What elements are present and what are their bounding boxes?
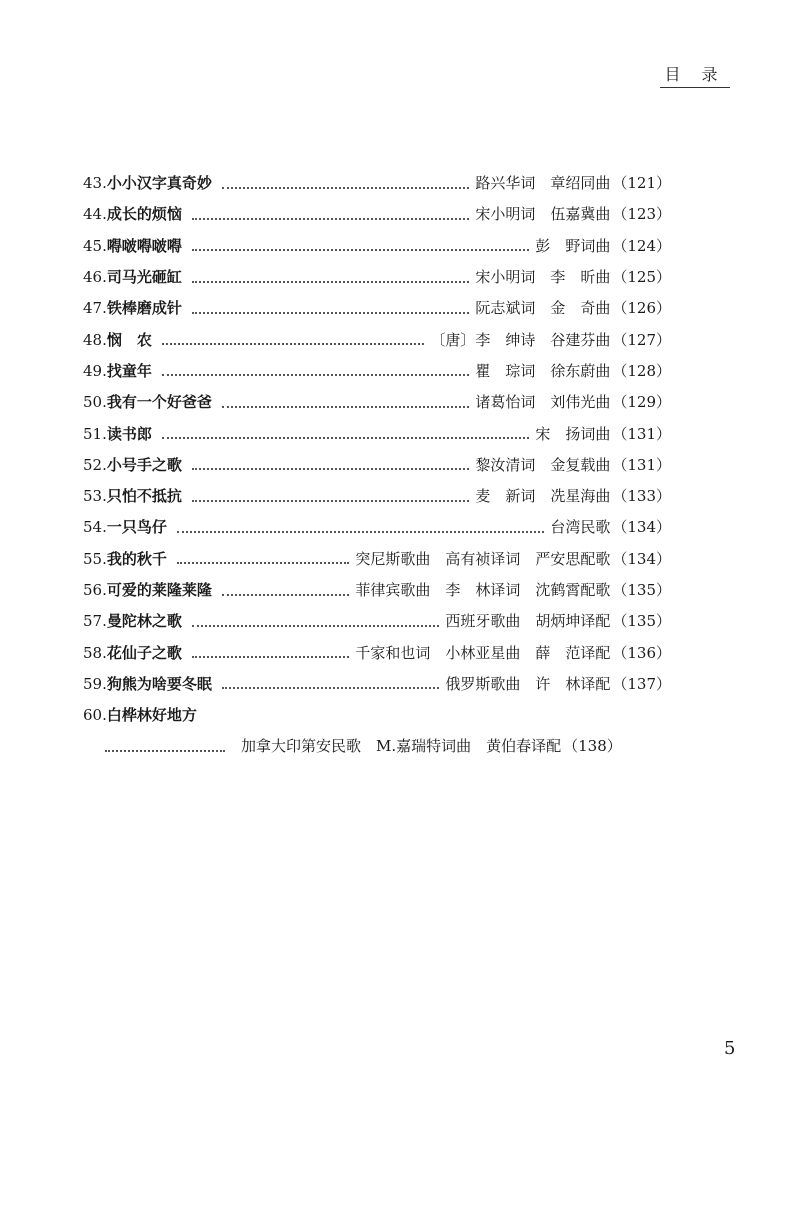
entry-number: 44. (83, 205, 107, 224)
entry-number: 49. (83, 361, 107, 380)
entry-credit: 俄罗斯歌曲 许 林译配 (445, 674, 611, 693)
entry-page: （134） (612, 518, 671, 537)
toc-entry[interactable] (83, 293, 671, 324)
entry-credit: 阮志斌词 金 奇曲 (475, 299, 611, 318)
entry-title: 司马光砸缸 (106, 268, 182, 287)
leader-dots (192, 216, 469, 220)
entry-page: （131） (612, 455, 671, 474)
toc-entry[interactable] (83, 669, 671, 700)
entry-page: （134） (612, 549, 671, 568)
toc-entry[interactable] (83, 231, 671, 262)
entry-title: 嘚啵嘚啵嘚 (106, 236, 182, 255)
entry-number: 47. (83, 299, 107, 318)
entry-page: （129） (612, 393, 671, 412)
entry-number: 53. (83, 487, 107, 506)
page-header: 目 录 (660, 62, 730, 88)
toc-entry[interactable] (83, 356, 671, 387)
entry-title: 狗熊为啥要冬眠 (106, 674, 212, 693)
entry-number: 55. (83, 549, 107, 568)
entry-page: （136） (612, 643, 671, 662)
toc-entry[interactable] (83, 700, 671, 731)
entry-credit: 路兴华词 章绍同曲 (475, 174, 611, 193)
leader-dots (222, 185, 469, 189)
leader-dots (105, 748, 225, 752)
entry-page: （125） (612, 268, 671, 287)
entry-title: 悯 农 (106, 330, 152, 349)
entry-number: 46. (83, 268, 107, 287)
entry-page: （138） (563, 737, 622, 756)
toc-entry[interactable] (83, 262, 671, 293)
leader-dots (162, 435, 529, 439)
entry-page: （128） (612, 361, 671, 380)
leader-dots (222, 592, 349, 596)
entry-number: 54. (83, 518, 107, 537)
entry-number: 43. (83, 174, 107, 193)
entry-credit: 加拿大印第安民歌 M.嘉瑞特词曲 黄伯春译配 (241, 737, 562, 756)
entry-title: 小小汉字真奇妙 (106, 174, 212, 193)
leader-dots (177, 529, 544, 533)
entry-number: 51. (83, 424, 107, 443)
leader-dots (192, 310, 469, 314)
entry-credit: 宋 扬词曲 (535, 424, 611, 443)
leader-dots (192, 466, 469, 470)
toc-entry[interactable] (83, 324, 671, 355)
toc-entry[interactable] (83, 512, 671, 543)
leader-dots (177, 560, 349, 564)
entry-page: （127） (612, 330, 671, 349)
entry-number: 48. (83, 330, 107, 349)
entry-title: 我有一个好爸爸 (106, 393, 212, 412)
entry-credit: 宋小明词 李 昕曲 (475, 268, 611, 287)
leader-dots (222, 404, 469, 408)
toc-entry-continuation[interactable] (83, 731, 671, 762)
entry-number: 56. (83, 581, 107, 599)
entry-page: （121） (612, 174, 671, 193)
entry-title: 花仙子之歌 (106, 643, 182, 662)
leader-dots (192, 654, 349, 658)
entry-credit: 突尼斯歌曲 高有祯译词 严安思配歌 (355, 549, 611, 568)
entry-title: 曼陀林之歌 (106, 612, 182, 631)
toc-entry[interactable] (83, 450, 671, 481)
entry-number: 45. (83, 236, 107, 255)
entry-credit: 麦 新词 冼星海曲 (475, 487, 611, 506)
entry-number: 57. (83, 612, 107, 631)
leader-dots (192, 279, 469, 283)
table-of-contents (83, 168, 671, 763)
entry-title: 只怕不抵抗 (106, 487, 182, 506)
entry-page: （137） (612, 674, 671, 693)
entry-credit: 台湾民歌 (550, 518, 611, 537)
entry-page: （131） (612, 424, 671, 443)
leader-dots (222, 685, 439, 689)
toc-entry[interactable] (83, 481, 671, 512)
entry-credit: 〔唐〕李 绅诗 谷建芬曲 (430, 330, 611, 349)
toc-entry[interactable] (83, 199, 671, 230)
entry-title: 铁棒磨成针 (106, 299, 182, 318)
entry-credit: 诸葛怡词 刘伟光曲 (475, 393, 611, 412)
entry-title: 小号手之歌 (106, 455, 182, 474)
entry-credit: 菲律宾歌曲 李 林译词 沈鹤霄配歌 (355, 581, 611, 599)
entry-title: 找童年 (106, 361, 152, 380)
leader-dots (192, 247, 529, 251)
toc-entry[interactable] (83, 606, 671, 637)
toc-entry[interactable] (83, 544, 671, 575)
entry-page: （135） (612, 581, 671, 599)
toc-entry[interactable] (83, 575, 671, 606)
entry-title: 一只鸟仔 (106, 518, 167, 537)
leader-dots (162, 341, 424, 345)
toc-entry[interactable] (83, 637, 671, 668)
toc-entry[interactable] (83, 418, 671, 449)
entry-credit: 宋小明词 伍嘉冀曲 (475, 205, 611, 224)
leader-dots (192, 498, 469, 502)
entry-page: （124） (612, 236, 671, 255)
leader-dots (162, 372, 469, 376)
entry-number: 50. (83, 393, 107, 412)
entry-page: （126） (612, 299, 671, 318)
page-number: 5 (724, 1038, 736, 1059)
leader-dots (192, 623, 439, 627)
entry-title: 成长的烦恼 (106, 205, 182, 224)
entry-credit: 黎汝清词 金复载曲 (475, 455, 611, 474)
entry-credit: 千家和也词 小林亚星曲 薛 范译配 (355, 643, 611, 662)
entry-title: 我的秋千 (106, 549, 167, 568)
entry-credit: 彭 野词曲 (535, 236, 611, 255)
entry-page: （135） (612, 612, 671, 631)
entry-number: 60. (83, 706, 107, 725)
entry-title: 可爱的莱隆莱隆 (106, 581, 212, 599)
entry-number: 59. (83, 674, 107, 693)
entry-credit: 西班牙歌曲 胡炳坤译配 (445, 612, 611, 631)
entry-page: （133） (612, 487, 671, 506)
toc-entry[interactable] (83, 168, 671, 199)
entry-page: （123） (612, 205, 671, 224)
entry-number: 58. (83, 643, 107, 662)
entry-title: 白桦林好地方 (106, 706, 197, 725)
toc-entry[interactable] (83, 387, 671, 418)
entry-credit: 瞿 琮词 徐东蔚曲 (475, 361, 611, 380)
entry-title: 读书郎 (106, 424, 152, 443)
entry-number: 52. (83, 455, 107, 474)
